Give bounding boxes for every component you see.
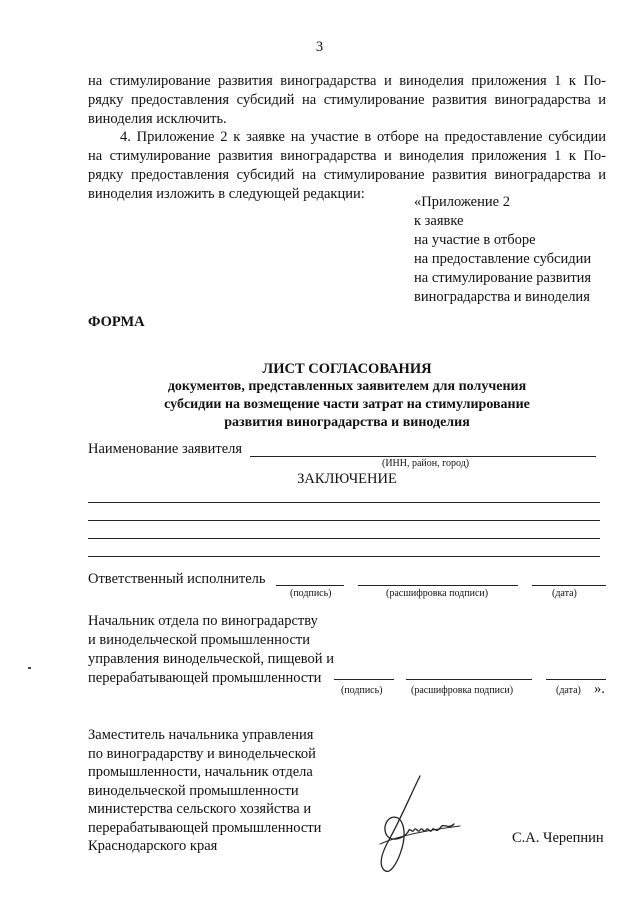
handwritten-signature	[368, 772, 478, 880]
date-hint: (дата)	[552, 588, 577, 599]
paragraph-line: 4. Приложение 2 к заявке на участие в отборе на предоставление субсидии	[120, 129, 606, 145]
signature-hint: (подпись)	[341, 685, 383, 696]
paragraph-line: на стимулирование развития виноградарства и виноделия приложения 1 к По-	[88, 73, 606, 89]
deputy-line: промышленности, начальник отдела	[88, 764, 313, 780]
appendix-line: на участие в отборе	[414, 232, 536, 248]
date-hint: (дата)	[556, 685, 581, 696]
conclusion-heading: ЗАКЛЮЧЕНИЕ	[297, 471, 397, 487]
conclusion-line	[88, 556, 600, 557]
deputy-line: по виноградарству и винодельческой	[88, 745, 316, 762]
conclusion-line	[88, 502, 600, 503]
decode-line	[358, 585, 518, 586]
decode-line	[406, 679, 532, 680]
executor-label: Ответственный исполнитель	[88, 571, 266, 587]
subtitle-line: субсидии на возмещение части затрат на стимулирование	[164, 397, 530, 412]
paragraph-line: виноделия изложить в следующей редакции:	[88, 186, 365, 202]
subtitle-line: развития виноградарства и виноделия	[224, 415, 470, 430]
deputy-line: Заместитель начальника управления	[88, 727, 314, 743]
decode-hint: (расшифровка подписи)	[386, 588, 489, 599]
applicant-hint: (ИНН, район, город)	[382, 458, 470, 469]
deputy-line: Краснодарского края	[88, 838, 218, 854]
paragraph-line: рядку предоставления субсидий на стимулирование развития виноградарства и	[88, 167, 606, 183]
paragraph-line: виноделия исключить.	[88, 111, 227, 127]
deputy-line: винодельческой промышленности	[88, 782, 299, 799]
applicant-label: Наименование заявителя	[88, 441, 243, 457]
form-label: ФОРМА	[88, 314, 145, 330]
appendix-line: на предоставление субсидии	[414, 251, 592, 267]
head-department-line: перерабатывающей промышленности	[88, 670, 322, 686]
document-title: ЛИСТ СОГЛАСОВАНИЯ	[262, 361, 432, 377]
conclusion-line	[88, 538, 600, 539]
applicant-line	[250, 456, 596, 457]
head-department-block	[88, 612, 334, 688]
deputy-block	[88, 726, 321, 856]
signer-name: С.А. Черепнин	[512, 830, 604, 846]
head-department-line: и винодельческой промышленности	[88, 632, 311, 648]
appendix-line: на стимулирование развития	[414, 270, 592, 286]
document-subtitle	[88, 378, 606, 432]
signature-line	[276, 585, 344, 586]
head-department-line: управления винодельческой, пищевой и	[88, 651, 334, 667]
scan-speck	[28, 667, 31, 669]
signature-line	[334, 679, 394, 680]
date-line	[532, 585, 606, 586]
subtitle-line: документов, представленных заявителем для получения	[167, 379, 527, 394]
paragraph-line: на стимулирование развития виноградарства и виноделия приложения 1 к По-	[88, 148, 606, 164]
paragraph-1	[88, 72, 606, 129]
appendix-line: виноградарства и виноделия	[414, 289, 590, 305]
closing-quote: ».	[594, 681, 605, 697]
conclusion-line	[88, 520, 600, 521]
signature-hint: (подпись)	[290, 588, 332, 599]
page-number: 3	[315, 39, 324, 55]
deputy-line: перерабатывающей промышленности	[88, 819, 322, 836]
appendix-line: к заявке	[414, 213, 464, 229]
decode-hint: (расшифровка подписи)	[411, 685, 514, 696]
deputy-line: министерства сельского хозяйства и	[88, 801, 312, 817]
paragraph-line: рядку предоставления субсидий на стимулирование развития виноградарства и	[88, 92, 606, 108]
head-department-line: Начальник отдела по виноградарству	[88, 613, 318, 629]
appendix-block	[414, 193, 591, 307]
appendix-line: «Приложение 2	[414, 194, 510, 210]
